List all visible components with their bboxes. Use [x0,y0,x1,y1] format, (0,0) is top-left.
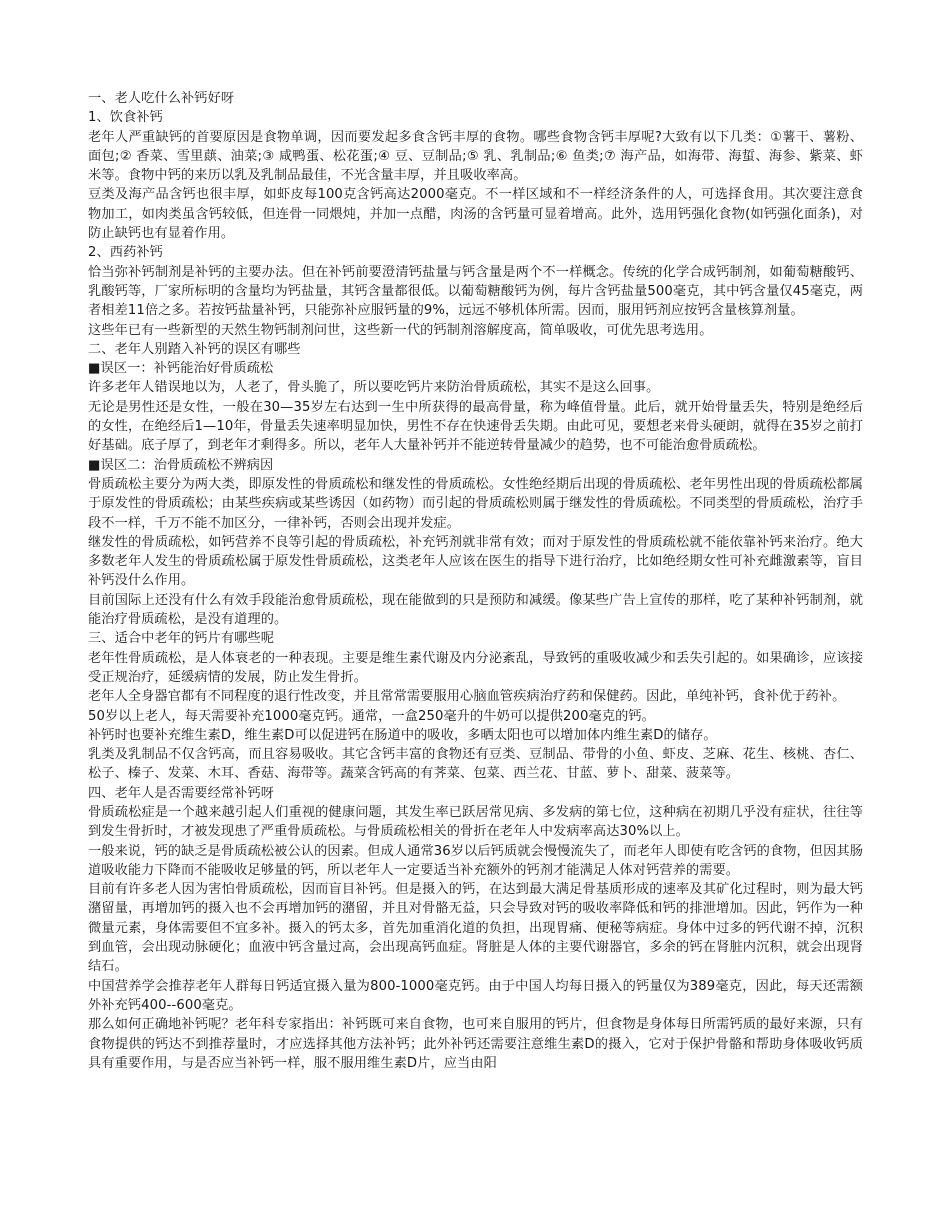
paragraph: 无论是男性还是女性，一般在30—35岁左右达到一生中所获得的最高骨量，称为峰值骨量。此后，就开始骨量丢失，特别是绝经后的女性，在绝经后1—10年，骨量丢失速率明显加快，男性不存在快速骨丢失期。由此可见，要想老来骨头硬朗，就得在35岁之前打好基础。底子厚了，到老年才剩得多。所以，老年人大量补钙并不能逆转骨量减少的趋势，也不可能治愈骨质疏松。 [88,399,863,454]
paragraph: 老年人全身器官都有不同程度的退行性改变，并且常常需要服用心脑血管疾病治疗药和保健药。因此，单纯补钙，食补优于药补。 [88,689,846,705]
paragraph: 那么如何正确地补钙呢？老年科专家指出：补钙既可来自食物，也可来自服用的钙片，但食物是身体每日所需钙质的最好来源，只有食物提供的钙达不到推荐量时，才应选择其他方法补钙；此外补钙还需要注意维生素D的摄入，它对于保护骨骼和帮助身体吸收钙质具有重要作用，与是否应当补钙一样，服不服用维生素D片，应当由阳 [88,1017,863,1071]
paragraph: 目前国际上还没有什么有效手段能治愈骨质疏松，现在能做到的只是预防和减缓。像某些广告上宣传的那样，吃了某种补钙制剂，就能治疗骨质疏松，是没有道理的。 [88,592,863,628]
paragraph: 骨质疏松症是一个越来越引起人们重视的健康问题，其发生率已跃居常见病、多发病的第七位，这种病在初期几乎没有症状，往往等到发生骨折时，才被发现患了严重骨质疏松。与骨质疏松相关的骨折在老年人中发病率高达30%以上。 [88,804,863,840]
section-heading-2: 二、老年人别踏入补钙的误区有哪些 [88,341,301,357]
paragraph: 骨质疏松主要分为两大类，即原发性的骨质疏松和继发性的骨质疏松。女性绝经期后出现的骨质疏松、老年男性出现的骨质疏松都属于原发性的骨质疏松；由某些疾病或某些诱因（如药物）而引起的骨质疏松则属于继发性的骨质疏松。不同类型的骨质疏松，治疗手段不一样，千万不能不加区分，一律补钙，否则会出现并发症。 [88,476,863,531]
paragraph: 这些年已有一些新型的天然生物钙制剂问世，这些新一代的钙制剂溶解度高，简单吸收，可优先思考选用。 [88,322,713,338]
subheading-medicine: 2、西药补钙 [88,245,163,261]
paragraph: 中国营养学会推荐老年人群每日钙适宜摄入量为800-1000毫克钙。由于中国人均每日摄入的钙量仅为389毫克，因此，每天还需额外补充钙400--600毫克。 [88,978,863,1013]
paragraph: 恰当弥补钙制剂是补钙的主要办法。但在补钙前要澄清钙盐量与钙含量是两个不一样概念。传统的化学合成钙制剂，如葡萄糖酸钙、乳酸钙等，厂家所标明的含量均为钙盐量，其钙含量都很低。以葡萄糖酸钙为例，每片含钙盐量500毫克，其中钙含量仅45毫克，两者相差11倍之多。若按钙盐量补钙，只能弥补应服钙量的9%，远远不够机体所需。因而，服用钙剂应按钙含量核算剂量。 [88,264,863,319]
subheading-diet: 1、饮食补钙 [88,110,163,126]
paragraph: 许多老年人错误地以为，人老了，骨头脆了，所以要吃钙片来防治骨质疏松，其实不是这么回事。 [88,380,660,396]
myth-heading-2: ■误区二：治骨质疏松不辨病因 [88,457,274,473]
myth-heading-1: ■误区一：补钙能治好骨质疏松 [88,361,274,377]
paragraph: 目前有许多老人因为害怕骨质疏松，因而盲目补钙。但是摄入的钙，在达到最大满足骨基质形成的速率及其矿化过程时，则为最大钙潴留量，再增加钙的摄入也不会再增加钙的潴留，并且对骨骼无益，只会导致对钙的吸收率降低和钙的排泄增加。因此，钙作为一种微量元素，身体需要但不宜多补。摄入的钙太多，首先加重消化道的负担，出现胃痛、便秘等病症。身体中过多的钙代谢不掉，沉积到血管，会出现动脉硬化；血液中钙含量过高，会出现高钙血症。肾脏是人体的主要代谢器官，多余的钙在肾脏内沉积，就会出现肾结石。 [88,882,863,975]
paragraph: 老年人严重缺钙的首要原因是食物单调，因而要发起多食含钙丰厚的食物。哪些食物含钙丰厚呢?大致有以下几类：①薯干、薯粉、面包;② 香菜、雪里蕻、油菜;③ 咸鸭蛋、松花蛋;④ 豆、豆制品;⑤ 乳、乳制品;⑥ 鱼类;⑦ 海产品，如海带、海蜇、海参、紫菜、虾米等。食物中钙的来历以乳及乳制品最佳，不光含量丰厚，并且吸收率高。 [88,129,863,184]
paragraph: 一般来说，钙的缺乏是骨质疏松被公认的因素。但成人通常36岁以后钙质就会慢慢流失了，而老年人即使有吃含钙的食物，但因其肠道吸收能力下降而不能吸收足够量的钙，所以老年人一定要适当补充额外的钙剂才能满足人体对钙营养的需要。 [88,843,863,878]
paragraph: 50岁以上老人，每天需要补充1000毫克钙。通常，一盒250毫升的牛奶可以提供200毫克的钙。 [88,708,655,724]
paragraph: 继发性的骨质疏松，如钙营养不良等引起的骨质疏松，补充钙剂就非常有效；而对于原发性的骨质疏松就不能依靠补钙来治疗。绝大多数老年人发生的骨质疏松属于原发性骨质疏松，这类老年人应该在医生的指导下进行治疗，比如绝经期女性可补充雌激素等，盲目补钙没什么作用。 [88,534,863,589]
section-heading-4: 四、老年人是否需要经常补钙呀 [88,785,275,801]
section-heading-3: 三、适合中老年的钙片有哪些呢 [88,631,275,647]
paragraph: 乳类及乳制品不仅含钙高，而且容易吸收。其它含钙丰富的食物还有豆类、豆制品、带骨的小鱼、虾皮、芝麻、花生、核桃、杏仁、松子、榛子、发菜、木耳、香菇、海带等。蔬菜含钙高的有荠菜、包菜、西兰花、甘蓝、萝卜、甜菜、菠菜等。 [88,747,863,782]
document-body [88,89,863,1073]
paragraph: 老年性骨质疏松，是人体衰老的一种表现。主要是维生素代谢及内分泌紊乱，导致钙的重吸收减少和丢失引起的。如果确诊，应该接受正规治疗，延缓病情的发展，防止发生骨折。 [88,650,863,685]
paragraph: 豆类及海产品含钙也很丰厚，如虾皮每100克含钙高达2000毫克。不一样区域和不一样经济条件的人，可选择食用。其次要注意食物加工，如肉类虽含钙较低，但连骨一同煨炖，并加一点醋，肉汤的含钙量可显着增高。此外，选用钙强化食物(如钙强化面条)，对防止缺钙也有显着作用。 [88,187,863,242]
paragraph: 补钙时也要补充维生素D，维生素D可以促进钙在肠道中的吸收，多晒太阳也可以增加体内维生素D的储存。 [88,727,717,743]
section-heading-1: 一、老人吃什么补钙好呀 [88,91,235,106]
